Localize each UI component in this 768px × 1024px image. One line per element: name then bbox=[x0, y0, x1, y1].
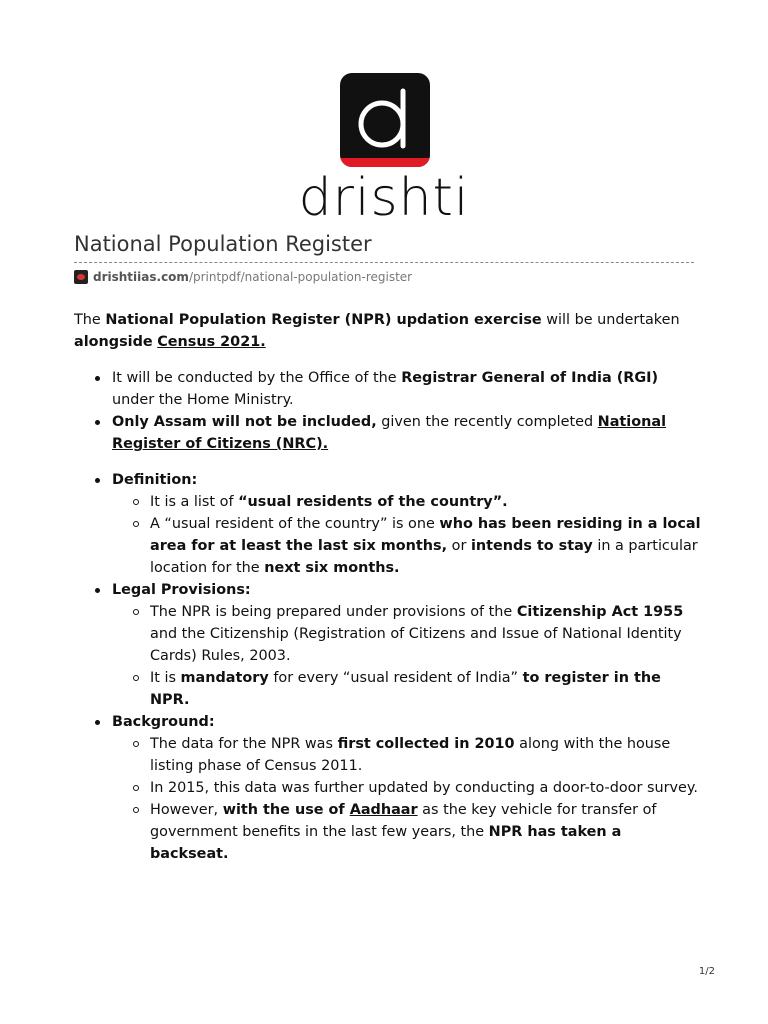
list-item bbox=[74, 411, 704, 455]
list-item-text: It is bbox=[150, 670, 181, 686]
rgi-bold: Registrar General of India (RGI) bbox=[401, 370, 659, 386]
title-divider bbox=[74, 262, 694, 263]
list-item-text: The NPR is being prepared under provisions of the bbox=[150, 604, 517, 620]
with-use-of-bold: with the use of bbox=[222, 802, 350, 818]
list-item-text: In 2015, this data was further updated by conducting a door-to-door survey. bbox=[150, 780, 698, 796]
list-item-text: or bbox=[447, 538, 471, 554]
list-item-text: under the Home Ministry. bbox=[112, 392, 294, 408]
list-item-text: It will be conducted by the Office of the bbox=[112, 370, 402, 386]
source-path[interactable]: /printpdf/national-population-register bbox=[188, 270, 413, 284]
first-collected-bold: first collected in 2010 bbox=[337, 736, 515, 752]
logo-red-bar bbox=[340, 158, 430, 167]
legal-section bbox=[74, 579, 704, 711]
source-link[interactable] bbox=[74, 268, 412, 286]
list-item-text: in a particular location for the bbox=[150, 538, 698, 576]
page-title: National Population Register bbox=[74, 232, 372, 256]
d-letter-icon bbox=[340, 73, 430, 167]
list-item-text: A “usual resident of the country” is one bbox=[150, 516, 440, 532]
list-item-text: and the Citizenship (Registration of Citizens and Issue of National Identity Cards) Rules, 2003. bbox=[150, 626, 682, 664]
list-item bbox=[112, 733, 704, 777]
register-npr-bold: to register in the NPR. bbox=[150, 670, 661, 708]
background-heading: Background: bbox=[112, 714, 215, 730]
intends-to-stay-bold: intends to stay bbox=[470, 538, 593, 554]
usual-residents-bold: “usual residents of the country”. bbox=[238, 494, 508, 510]
list-item bbox=[112, 777, 704, 799]
intro-bullet-list bbox=[74, 367, 704, 455]
article-body bbox=[74, 309, 704, 865]
list-item-text: However, bbox=[150, 802, 223, 818]
background-section bbox=[74, 711, 704, 865]
list-item-text: The data for the NPR was bbox=[150, 736, 338, 752]
sections-list bbox=[74, 469, 704, 865]
page-number: 1/2 bbox=[698, 966, 715, 977]
intro-paragraph bbox=[74, 309, 704, 353]
census-2021-link[interactable]: Census 2021. bbox=[157, 334, 266, 350]
next-six-months-bold: next six months. bbox=[264, 560, 400, 576]
legal-heading: Legal Provisions: bbox=[112, 582, 251, 598]
intro-bold-npr: National Population Register (NPR) updation exercise bbox=[105, 312, 542, 328]
background-sublist bbox=[112, 733, 704, 865]
intro-bold-alongside: alongside bbox=[74, 334, 153, 350]
list-item bbox=[74, 367, 704, 411]
list-item bbox=[112, 491, 704, 513]
nrc-link[interactable]: National Register of Citizens (NRC). bbox=[112, 414, 667, 452]
drishti-logo bbox=[340, 73, 430, 167]
mandatory-bold: mandatory bbox=[180, 670, 269, 686]
list-item-text: along with the house listing phase of Census 2011. bbox=[150, 736, 671, 774]
logo-wordmark: drishti bbox=[298, 168, 470, 228]
intro-text: will be undertaken bbox=[541, 312, 680, 328]
intro-text: The bbox=[74, 312, 106, 328]
assam-bold: Only Assam will not be included, bbox=[112, 414, 377, 430]
definition-heading: Definition: bbox=[112, 472, 198, 488]
list-item-text: It is a list of bbox=[150, 494, 239, 510]
list-item bbox=[112, 799, 704, 865]
list-item bbox=[112, 601, 704, 667]
definition-section bbox=[74, 469, 704, 579]
source-site[interactable]: drishtiias.com bbox=[93, 270, 189, 284]
list-item-text: given the recently completed bbox=[376, 414, 598, 430]
list-item-text: as the key vehicle for transfer of government benefits in the last few years, the bbox=[150, 802, 657, 840]
aadhaar-link[interactable]: Aadhaar bbox=[349, 802, 418, 818]
citizenship-act-bold: Citizenship Act 1955 bbox=[516, 604, 684, 620]
list-item-text: for every “usual resident of India” bbox=[268, 670, 523, 686]
backseat-bold: NPR has taken a backseat. bbox=[150, 824, 622, 862]
list-item bbox=[112, 667, 704, 711]
six-months-bold: who has been residing in a local area for at least the last six months, bbox=[150, 516, 701, 554]
legal-sublist bbox=[112, 601, 704, 711]
definition-sublist bbox=[112, 491, 704, 579]
site-favicon-icon bbox=[74, 270, 88, 284]
list-item bbox=[112, 513, 704, 579]
